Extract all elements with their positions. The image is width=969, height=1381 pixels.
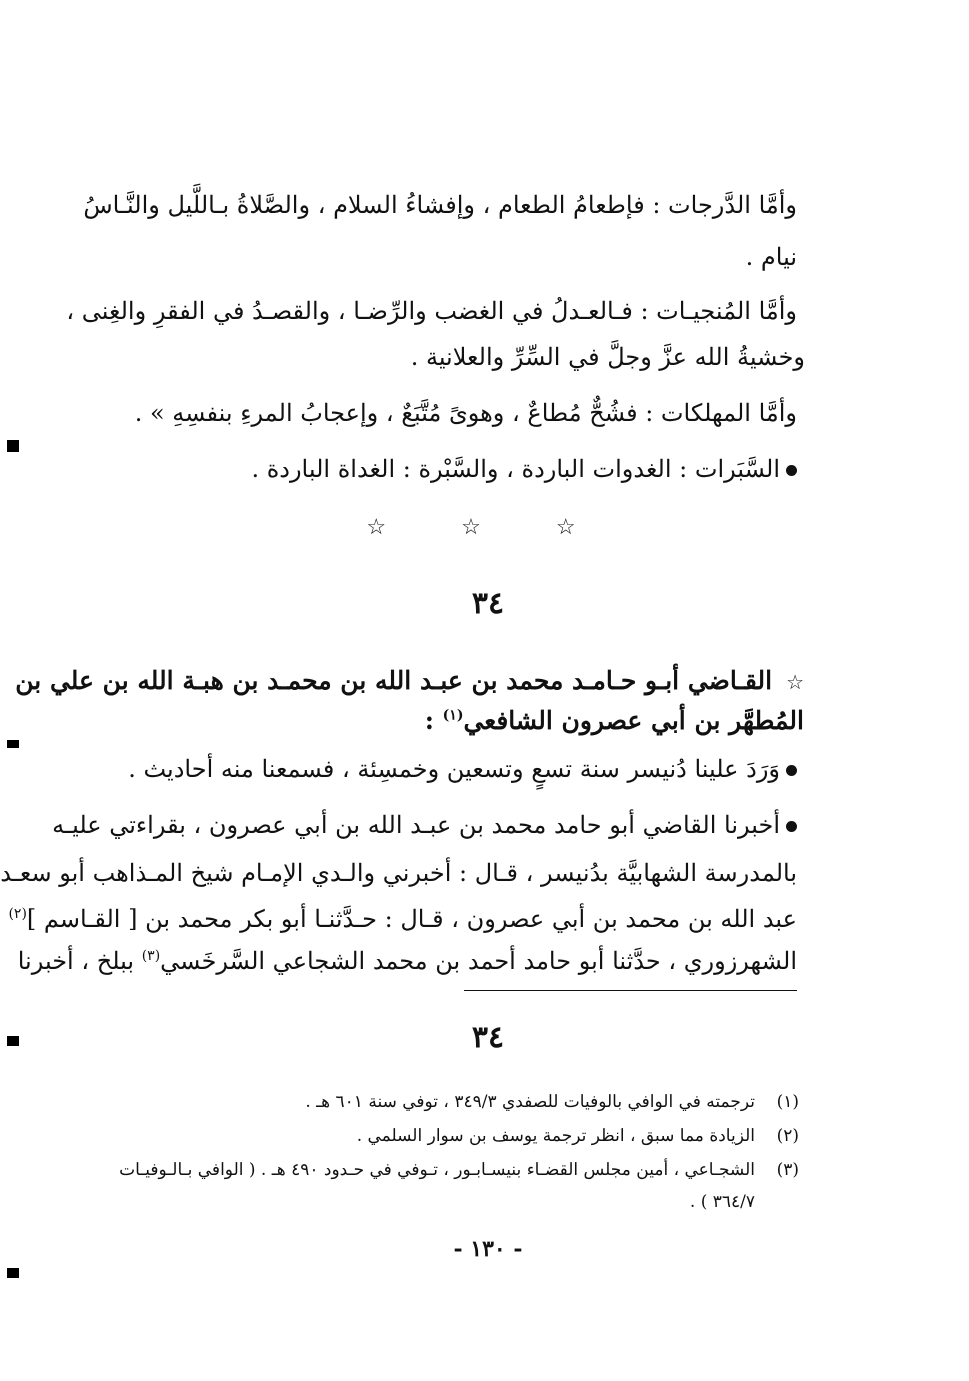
footnote-marker: (٢) bbox=[776, 1126, 799, 1146]
stars-separator: ☆ ☆ ☆ bbox=[366, 515, 610, 540]
paragraph-akhbarana-line-4 bbox=[17, 944, 797, 978]
paragraph-akhbarana-line-4-pre: الشهرزوري ، حدَّثنا أبو حامد أحمد بن محمد الشجاعي السَّرخَسي bbox=[160, 947, 797, 975]
bullet-icon bbox=[786, 821, 797, 832]
scan-edge-mark bbox=[7, 1268, 19, 1278]
paragraph-darajat-line-1: وأمَّا الدَّرجات : فإطعامُ الطعام ، وإفشاءُ السلام ، والصَّلاةُ بـاللَّيل والنَّـاسُ bbox=[83, 191, 797, 219]
paragraph-warada bbox=[128, 752, 797, 786]
paragraph-akhbarana-line-4-post: ببلخ ، أخبرنا bbox=[17, 947, 142, 975]
heading-line-2-text: المُطهَّر بن أبي عصرون الشافعي bbox=[463, 706, 804, 735]
paragraph-akhbarana-line-2: بالمدرسة الشهابيَّة بدُنيسر ، قـال : أخبرني والـدي الإمـام شيخ المـذاهب أبو سعـد bbox=[0, 859, 797, 887]
footnote-2 bbox=[159, 1122, 799, 1150]
paragraph-akhbarana-line-1 bbox=[52, 808, 797, 842]
page-number: - ١٣٠ - bbox=[453, 1236, 523, 1262]
paragraph-munjiyat-line-1: وأمَّا المُنجيـات : فـالعـدلُ في الغضب والرِّضـا ، والقصـدُ في الفقرِ والغِنى ، bbox=[66, 297, 797, 325]
footnote-marker-spacer bbox=[755, 1188, 799, 1216]
heading-line-1-text: القـاضي أبـو حـامـد محمد بن عبـد الله بن محمـد بن هبـة الله بن علي بن bbox=[15, 666, 773, 695]
paragraph-akhbarana-line-3-text: عبد الله بن محمد بن أبي عصرون ، قـال : حـدَّثنـا أبو بكر محمد بن [ القـاسم ] bbox=[26, 905, 797, 933]
paragraph-darajat-line-2: نيام . bbox=[745, 243, 797, 271]
scan-edge-mark bbox=[7, 440, 19, 452]
footnote-ref-2: (٢) bbox=[8, 906, 27, 922]
running-section-number: ٣٤ bbox=[471, 1020, 505, 1055]
footnote-marker: (٣) bbox=[776, 1160, 799, 1180]
paragraph-akhbarana-line-3 bbox=[8, 902, 797, 936]
section-number: ٣٤ bbox=[471, 586, 505, 621]
footnote-text: ترجمته في الوافي بالوفيات للصفدي ٣٤٩/٣ ، توفي سنة ٦٠١ هـ . bbox=[305, 1092, 755, 1112]
footnote-1 bbox=[159, 1088, 799, 1116]
footnote-3-continuation bbox=[159, 1188, 799, 1216]
heading-line-2-end: : bbox=[424, 706, 443, 735]
bullet-icon bbox=[786, 765, 797, 776]
footnote-ref-1: (١) bbox=[442, 707, 464, 724]
footnote-3 bbox=[119, 1156, 799, 1184]
biography-heading-line-1 bbox=[15, 662, 804, 701]
scan-edge-mark bbox=[7, 740, 19, 748]
star-icon: ☆ bbox=[786, 670, 804, 694]
footnote-ref-3: (٣) bbox=[141, 948, 161, 964]
footnote-text: الزيادة مما سبق ، انظر ترجمة يوسف بن سوار السلمي . bbox=[356, 1126, 755, 1146]
paragraph-sabarat-text: السَّبَرات : الغدوات الباردة ، والسَّبْرة : الغداة الباردة . bbox=[251, 455, 780, 483]
bullet-icon bbox=[786, 465, 797, 476]
paragraph-muhlikat: وأمَّا المهلكات : فشُحٌّ مُطاعٌ ، وهوىً مُتَّبَعٌ ، وإعجابُ المرءِ بنفسِهِ » . bbox=[134, 399, 797, 427]
footnote-text: الشجـاعي ، أمين مجلس القضـاء بنيسـابـور ، تـوفي في حـدود ٤٩٠ هـ . ( الوافي بـالـوفيـات bbox=[119, 1160, 755, 1180]
footnote-marker: (١) bbox=[776, 1092, 799, 1112]
paragraph-warada-text: وَرَدَ علينا دُنيسر سنة تسعٍ وتسعين وخمسِئة ، فسمعنا منه أحاديث . bbox=[128, 755, 780, 783]
footnote-rule bbox=[464, 990, 797, 991]
footnote-text-continuation: ٣٦٤/٧ ) . bbox=[689, 1192, 755, 1212]
paragraph-sabarat bbox=[157, 452, 797, 486]
biography-heading-line-2 bbox=[134, 702, 804, 740]
paragraph-akhbarana-line-1-text: أخبرنا القاضي أبو حامد محمد بن عبـد الله بن أبي عصرون ، بقراءتي عليـه bbox=[52, 811, 780, 839]
paragraph-munjiyat-line-2: وخشيةُ الله عزَّ وجلَّ في السِّرِّ والعلانية . bbox=[410, 343, 805, 371]
